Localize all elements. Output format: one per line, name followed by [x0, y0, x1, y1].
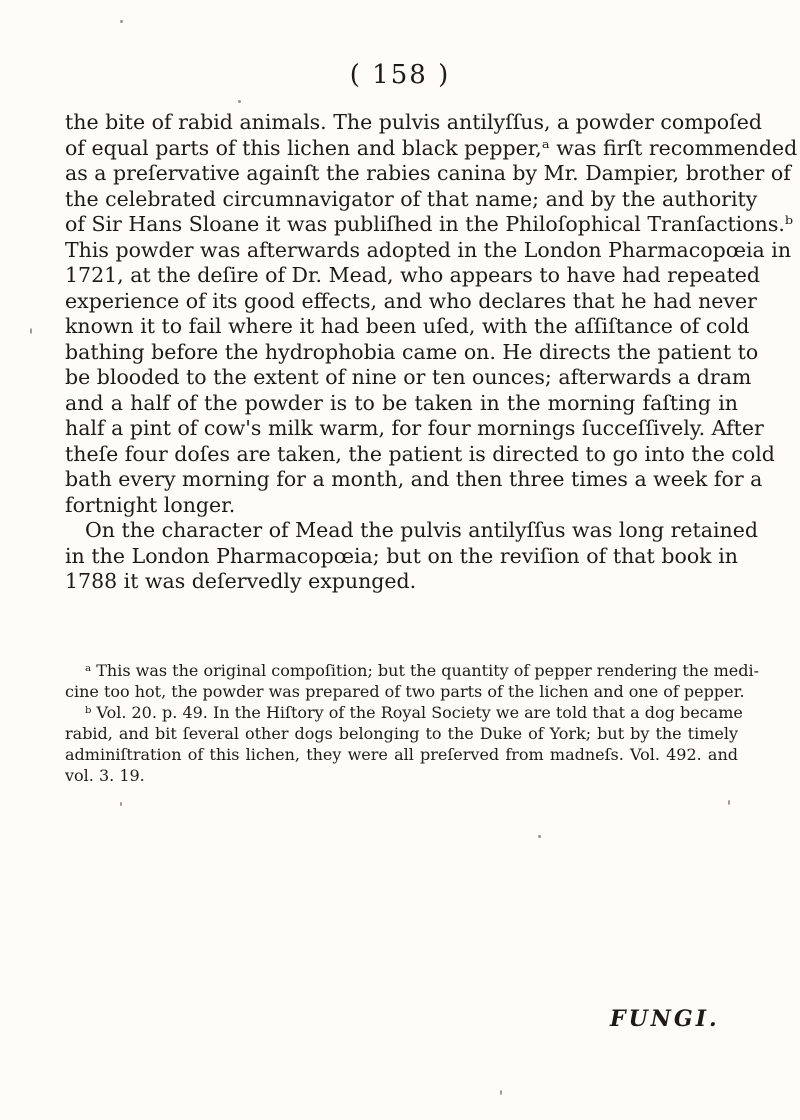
- text-line: bathing before the hydrophobia came on. He directs the patient to: [65, 339, 759, 364]
- footnote-b-line: rabid, and bit ſeveral other dogs belonging to the Duke of York; but by the timely: [65, 724, 738, 743]
- text-line: This powder was afterwards adopted in the London Pharmacopœia in: [65, 237, 792, 262]
- page-number: ( 158 ): [349, 60, 451, 90]
- footnotes: [65, 660, 760, 786]
- text-line: the celebrated circumnavigator of that name; and by the authority: [65, 186, 758, 211]
- text-line: bath every morning for a month, and then three times a week for a: [65, 467, 763, 491]
- footnote-b-line: ᵇ Vol. 20. p. 49. In the Hiſtory of the Royal Society we are told that a dog became: [85, 703, 743, 722]
- text-line: theſe four doſes are taken, the patient is directed to go into the cold: [65, 441, 775, 466]
- text-line: of equal parts of this lichen and black pepper,ᵃ was firſt recommended: [65, 135, 798, 160]
- text-line: in the London Pharmacopœia; but on the reviſion of that book in: [65, 543, 738, 568]
- text-line: 1788 it was deſervedly expunged.: [65, 569, 417, 593]
- main-text: [65, 110, 798, 595]
- ink-speck: [120, 802, 122, 806]
- catchword: FUNGI.: [610, 1006, 720, 1032]
- ink-speck: [538, 835, 541, 838]
- text-line: On the character of Mead the pulvis antilyſſus was long retained: [85, 518, 759, 542]
- footnote-a-line: ᵃ This was the original compoſition; but the quantity of pepper rendering the medi-: [85, 661, 760, 680]
- text-line: fortnight longer.: [65, 492, 236, 517]
- text-line: as a preſervative againſt the rabies canina by Mr. Dampier, brother of: [65, 161, 791, 185]
- text-line: the bite of rabid animals. The pulvis antilyſſus, a powder compoſed: [65, 110, 762, 134]
- ink-speck: [728, 800, 730, 805]
- ink-speck: [500, 1090, 502, 1095]
- footnote-a-line: cine too hot, the powder was prepared of two parts of the lichen and one of pepper.: [65, 682, 745, 701]
- text-line: and a half of the powder is to be taken in the morning faſting in: [65, 390, 738, 415]
- text-line: experience of its good effects, and who declares that he had never: [65, 288, 757, 313]
- text-line: half a pint of cow's milk warm, for four mornings ſucceſſively. After: [65, 416, 764, 440]
- text-line: of Sir Hans Sloane it was publiſhed in the Philoſophical Tranſactions.ᵇ: [65, 212, 794, 236]
- text-line: 1721, at the deſire of Dr. Mead, who appears to have had repeated: [65, 263, 761, 287]
- footnote-b-line: vol. 3. 19.: [65, 766, 145, 785]
- text-line: known it to fail where it had been uſed, with the aſſiſtance of cold: [65, 314, 750, 338]
- ink-speck: [238, 100, 241, 103]
- ink-speck: [120, 20, 123, 23]
- footnote-b-line: adminiſtration of this lichen, they were all preſerved from madneſs. Vol. 492. and: [65, 745, 738, 764]
- text-line: be blooded to the extent of nine or ten ounces; afterwards a dram: [65, 365, 752, 389]
- ink-speck: [30, 328, 32, 334]
